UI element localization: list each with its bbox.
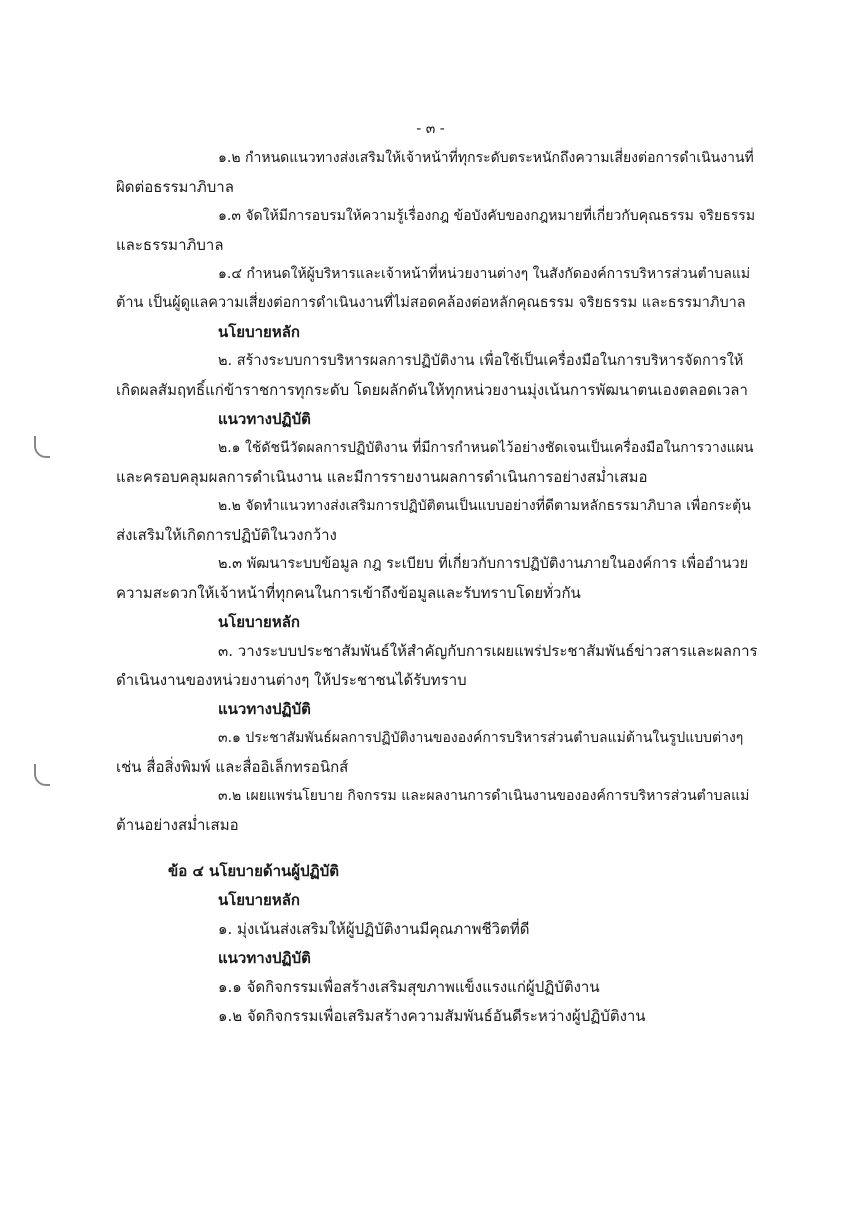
text-line: ๒.๒ จัดทำแนวทางส่งเสริมการปฏิบัติตนเป็นแบบอย่างที่ดีตามหลักธรรมาภิบาล เพื่อกระตุ้น xyxy=(218,498,751,514)
text-line: ๑.๒ จัดกิจกรรมเพื่อเสริมสร้างความสัมพันธ์อันดีระหว่างผู้ปฏิบัติงาน xyxy=(218,1007,646,1025)
text-line: ๒. สร้างระบบการบริหารผลการปฏิบัติงาน เพื่อใช้เป็นเครื่องมือในการบริหารจัดการให้ xyxy=(218,353,744,369)
text-line: เกิดผลสัมฤทธิ์แก่ข้าราชการทุกระดับ โดยผลักดันให้ทุกหน่วยงานมุ่งเน้นการพัฒนาตนเองตลอดเวลา xyxy=(116,381,748,399)
text-line: ๒.๓ พัฒนาระบบข้อมูล กฎ ระเบียบ ที่เกี่ยวกับการปฏิบัติงานภายในองค์การ เพื่ออำนวย xyxy=(218,556,749,572)
text-line: ๑.๓ จัดให้มีการอบรมให้ความรู้เรื่องกฎ ข้อบังคับของกฎหมายที่เกี่ยวกับคุณธรรม จริยธรรม xyxy=(218,208,756,224)
section-heading: นโยบายหลัก xyxy=(218,323,300,341)
text-line: ความสะดวกให้เจ้าหน้าที่ทุกคนในการเข้าถึงข้อมูลและรับทราบโดยทั่วกัน xyxy=(116,584,581,602)
section-heading: แนวทางปฏิบัติ xyxy=(218,410,311,428)
text-line: ๒.๑ ใช้ดัชนีวัดผลการปฏิบัติงาน ที่มีการกำหนดไว้อย่างชัดเจนเป็นเครื่องมือในการวางแผน xyxy=(218,440,754,456)
section-heading: แนวทางปฏิบัติ xyxy=(218,949,311,967)
article-heading: ข้อ ๔ นโยบายด้านผู้ปฏิบัติ xyxy=(168,862,339,880)
text-line: ต้านอย่างสม่ำเสมอ xyxy=(116,816,239,834)
page-number: - ๓ - xyxy=(416,121,445,137)
section-heading: นโยบายหลัก xyxy=(218,891,300,909)
text-line: ๓.๒ เผยแพร่นโยบาย กิจกรรม และผลงานการดำเนินงานขององค์การบริหารส่วนตำบลแม่ xyxy=(218,788,750,804)
text-line: ต้าน เป็นผู้ดูแลความเสี่ยงต่อการดำเนินงานที่ไม่สอดคล้องต่อหลักคุณธรรม จริยธรรม และธรรมาภิบาล xyxy=(116,295,746,311)
text-line: และธรรมาภิบาล xyxy=(116,236,224,254)
text-line: ๑.๔ กำหนดให้ผู้บริหารและเจ้าหน้าที่หน่วยงานต่างๆ ในสังกัดองค์การบริหารส่วนตำบลแม่ xyxy=(218,266,751,282)
text-line: ผิดต่อธรรมาภิบาล xyxy=(116,178,234,196)
text-line: ส่งเสริมให้เกิดการปฏิบัติในวงกว้าง xyxy=(116,526,337,544)
text-line: และครอบคลุมผลการดำเนินงาน และมีการรายงานผลการดำเนินการอย่างสม่ำเสมอ xyxy=(116,468,648,486)
section-heading: นโยบายหลัก xyxy=(218,613,300,631)
text-line: ๑.๑ จัดกิจกรรมเพื่อสร้างเสริมสุขภาพแข็งแรงแก่ผู้ปฏิบัติงาน xyxy=(218,978,600,996)
text-line: ๑.๒ กำหนดแนวทางส่งเสริมให้เจ้าหน้าที่ทุกระดับตระหนักถึงความเสี่ยงต่อการดำเนินงานที่ xyxy=(218,150,754,166)
text-line: ๑. มุ่งเน้นส่งเสริมให้ผู้ปฏิบัติงานมีคุณภาพชีวิตที่ดี xyxy=(218,920,530,938)
text-line: ๓. วางระบบประชาสัมพันธ์ให้สำคัญกับการเผยแพร่ประชาสัมพันธ์ข่าวสารและผลการ xyxy=(218,642,758,660)
section-heading: แนวทางปฏิบัติ xyxy=(218,700,311,718)
text-line: ๓.๑ ประชาสัมพันธ์ผลการปฏิบัติงานขององค์การบริหารส่วนตำบลแม่ต้านในรูปแบบต่างๆ xyxy=(218,730,744,746)
text-line: ดำเนินงานของหน่วยงานต่างๆ ให้ประชาชนได้รับทราบ xyxy=(116,671,467,689)
punch-hole-mark xyxy=(34,764,50,786)
punch-hole-mark xyxy=(34,436,50,458)
text-line: เช่น สื่อสิ่งพิมพ์ และสื่ออิเล็กทรอนิกส์ xyxy=(116,758,349,776)
